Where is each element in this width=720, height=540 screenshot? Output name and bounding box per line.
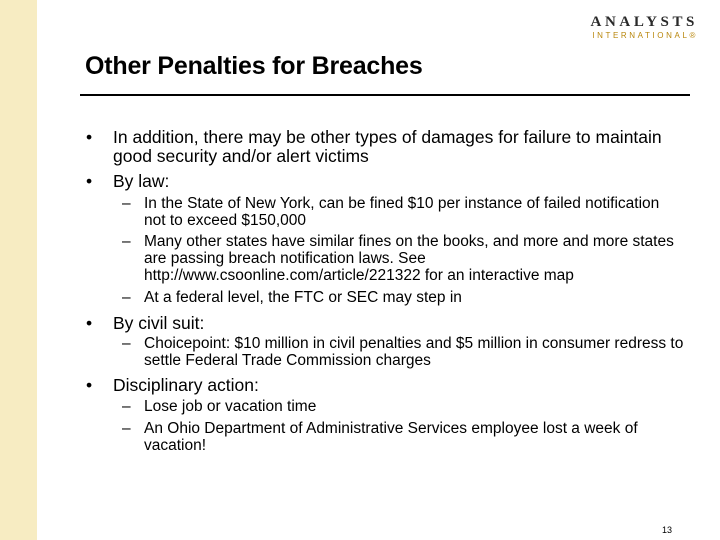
sub-bullet-text: Lose job or vacation time	[144, 398, 317, 415]
dash-marker: –	[122, 289, 131, 306]
sub-bullet-text: At a federal level, the FTC or SEC may step in	[144, 289, 462, 306]
logo-sub-text: INTERNATIONAL®	[592, 31, 698, 40]
dash-marker: –	[122, 398, 131, 415]
company-logo	[591, 14, 698, 41]
bullet-marker: •	[86, 127, 93, 147]
bullet-text: By civil suit:	[113, 313, 205, 333]
bullet-text: In addition, there may be other types of damages for failure to maintain good security and/or alert victims	[113, 127, 662, 166]
dash-marker: –	[122, 233, 131, 250]
logo-main-text: ANALYSTS	[590, 14, 698, 30]
bullet-marker: •	[86, 375, 93, 395]
page-number: 13	[662, 525, 673, 535]
sub-bullet-text: Many other states have similar fines on the books, and more and more states are passing breach notification laws. See http://www.csoonline.com/article/221322 for an interactive map	[144, 233, 674, 284]
side-accent-bar	[0, 0, 37, 540]
sub-bullet-text: In the State of New York, can be fined $10 per instance of failed notification not to exceed $150,000	[144, 195, 660, 229]
bullet-marker: •	[86, 313, 93, 333]
slide-title: Other Penalties for Breaches	[85, 52, 423, 80]
bullet-text: Disciplinary action:	[113, 375, 259, 395]
bullet-text: By law:	[113, 171, 170, 191]
bullet-marker: •	[86, 171, 93, 191]
title-underline	[80, 94, 690, 96]
dash-marker: –	[122, 420, 131, 437]
dash-marker: –	[122, 335, 131, 352]
dash-marker: –	[122, 195, 131, 212]
sub-bullet-text: Choicepoint: $10 million in civil penalties and $5 million in consumer redress to settle Federal Trade Commission charges	[144, 335, 684, 369]
sub-bullet-text: An Ohio Department of Administrative Services employee lost a week of vacation!	[144, 420, 638, 454]
